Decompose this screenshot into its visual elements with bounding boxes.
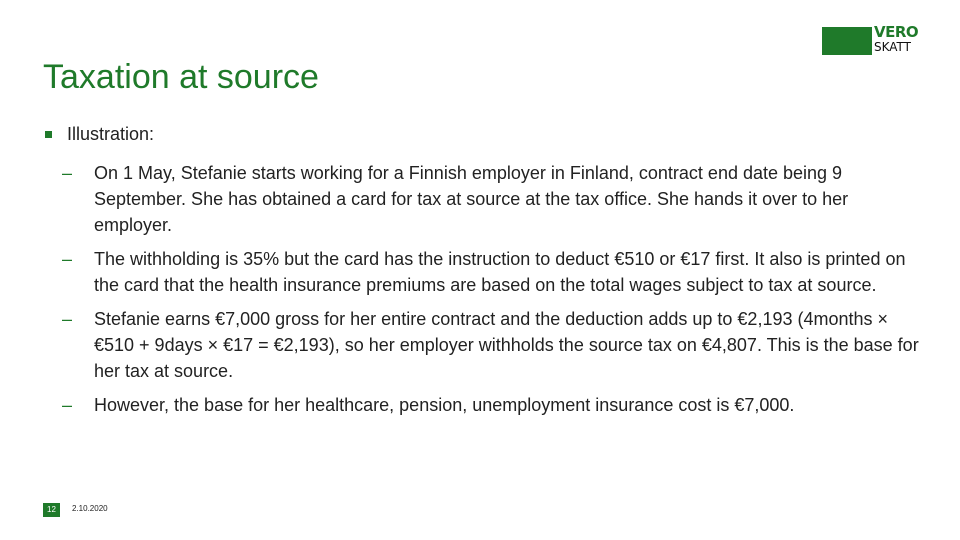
- dash-bullet-icon: –: [62, 163, 73, 183]
- intro-bullet: [45, 124, 154, 145]
- logo-text: [874, 25, 918, 53]
- logo-line-1: VERO: [874, 23, 919, 41]
- list-item: [62, 160, 922, 238]
- list-item: [62, 392, 922, 418]
- logo-mark: [822, 27, 872, 55]
- list-item: [62, 306, 922, 384]
- logo-line-2: SKATT: [874, 40, 912, 54]
- page-number: 12: [43, 503, 60, 517]
- square-bullet-icon: [45, 131, 52, 138]
- list-item: [62, 246, 922, 298]
- dash-bullet-icon: –: [62, 309, 73, 329]
- list-item-text: Stefanie earns €7,000 gross for her entire contract and the deduction adds up to €2,193 (4months × €510 + 9days × €17 = €2,193), so her employer withholds the source tax on €4,807. This is the base for her tax at source.: [94, 309, 919, 381]
- footer-date: 2.10.2020: [72, 504, 108, 513]
- slide-title: Taxation at source: [43, 58, 319, 96]
- vero-skatt-logo: [822, 25, 918, 55]
- dash-bullet-icon: –: [62, 395, 73, 415]
- intro-text: Illustration:: [67, 124, 155, 144]
- list-item-text: On 1 May, Stefanie starts working for a Finnish employer in Finland, contract end date being 9 September. She has obtained a card for tax at source at the tax office. She hands it over to her employer.: [94, 163, 849, 235]
- dash-bullet-icon: –: [62, 249, 73, 269]
- list-item-text: The withholding is 35% but the card has the instruction to deduct €510 or €17 first. It also is printed on the card that the health insurance premiums are based on the total wages subject to tax at source.: [94, 249, 906, 295]
- bullet-list: [62, 160, 922, 426]
- list-item-text: However, the base for her healthcare, pension, unemployment insurance cost is €7,000.: [94, 395, 795, 415]
